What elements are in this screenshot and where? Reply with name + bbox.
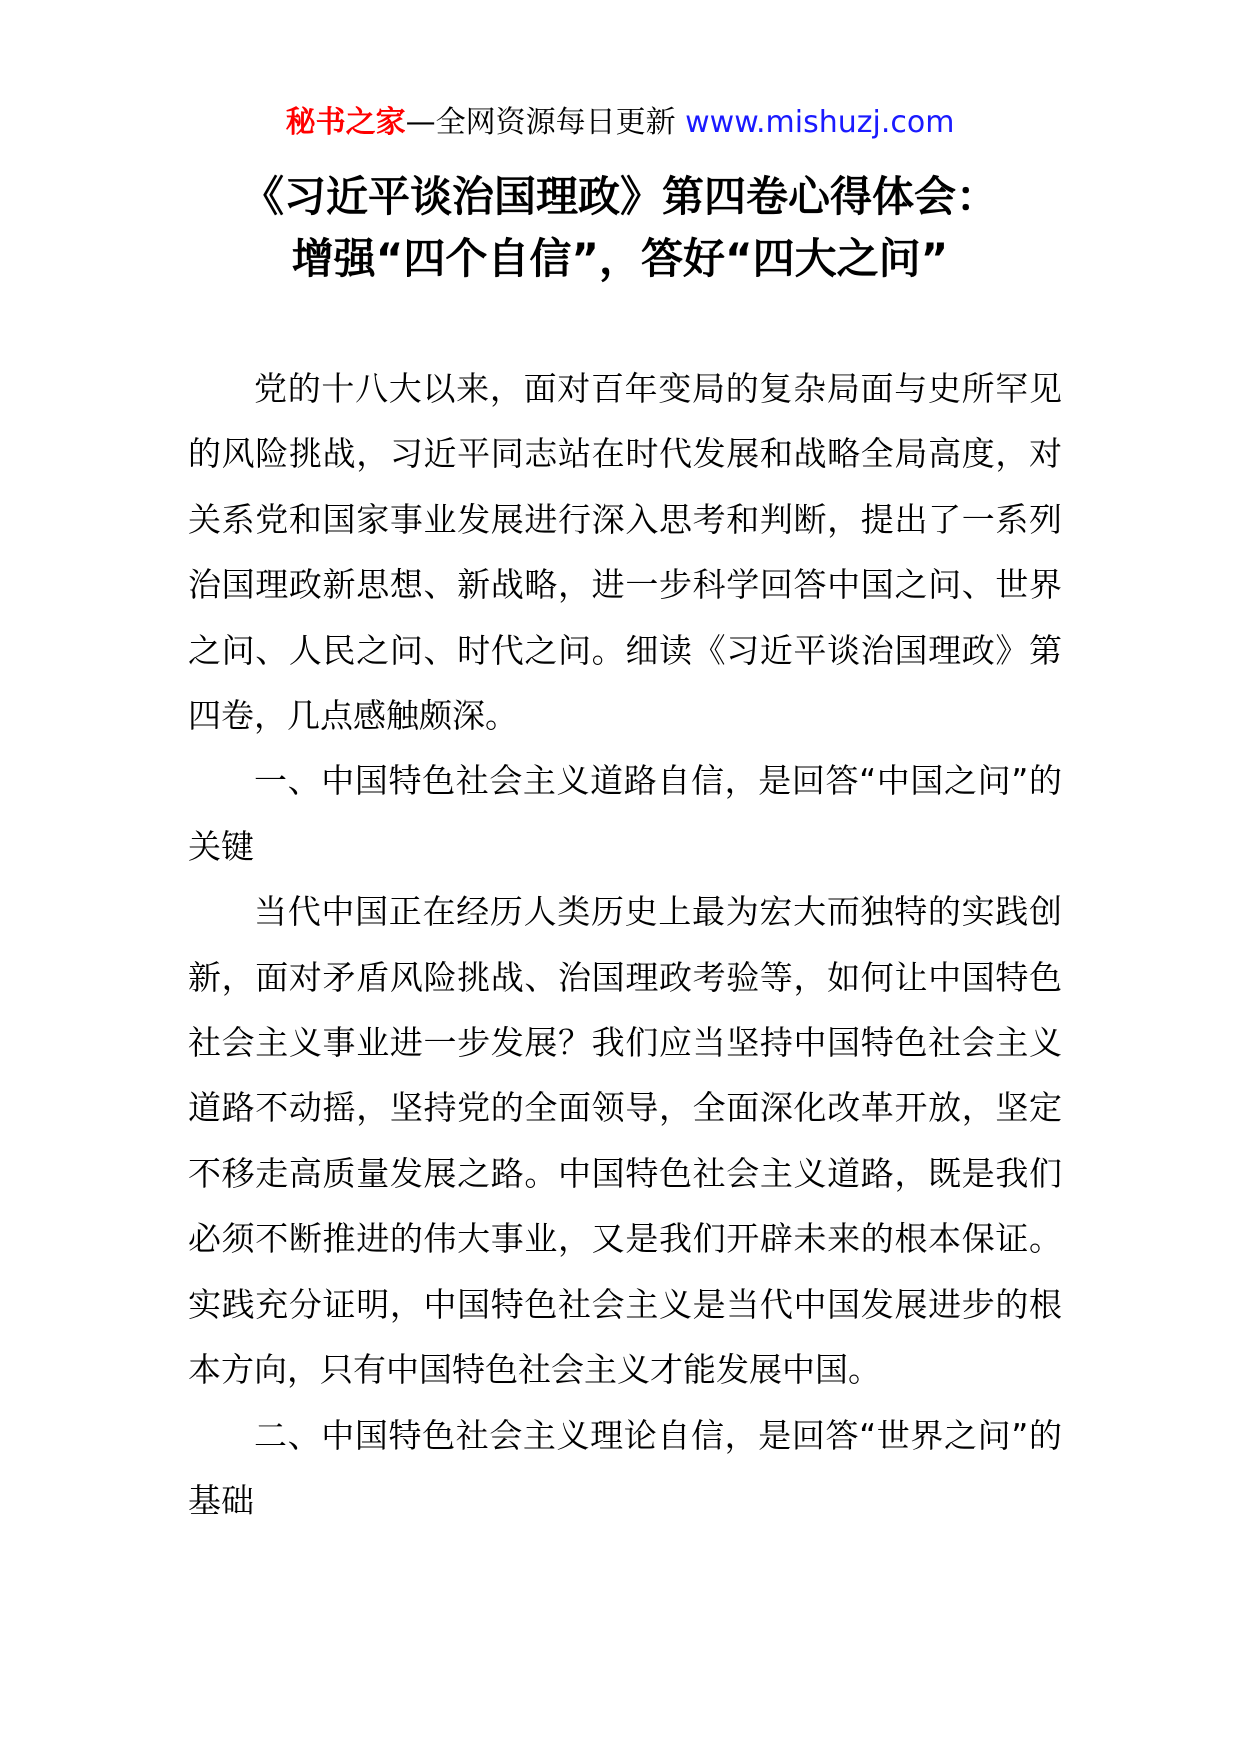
site-url-link[interactable]: www.mishuzj.com [685,105,955,140]
site-tagline: —全网资源每日更新 [405,105,676,140]
section-1-paragraph: 当代中国正在经历人类历史上最为宏大而独特的实践创新，面对矛盾风险挑战、治国理政考验等，如何让中国特色社会主义事业进一步发展？我们应当坚持中国特色社会主义道路不动摇，坚持党的全面领导，全面深化改革开放，坚定不移走高质量发展之路。中国特色社会主义道路，既是我们必须不断推进的伟大事业，又是我们开辟未来的根本保证。实践充分证明，中国特色社会主义是当代中国发展进步的根本方向，只有中国特色社会主义才能发展中国。 [188,892,1062,1390]
document-title [0,166,1240,290]
site-name: 秘书之家 [285,105,406,140]
title-line-1: 《习近平谈治国理政》第四卷心得体会： [241,172,998,221]
section-heading-2: 二、中国特色社会主义理论自信，是回答“世界之问”的基础 [188,1415,1062,1520]
document-body [188,356,1062,1533]
section-heading-1: 一、中国特色社会主义道路自信，是回答“中国之问”的关键 [188,761,1062,866]
intro-paragraph: 党的十八大以来，面对百年变局的复杂局面与史所罕见的风险挑战，习近平同志站在时代发展和战略全局高度，对关系党和国家事业发展进行深入思考和判断，提出了一系列治国理政新思想、新战略，进一步科学回答中国之问、世界之问、人民之问、时代之问。细读《习近平谈治国理政》第四卷，几点感触颇深。 [188,369,1062,736]
title-line-2: 增强“四个自信”，答好“四大之问” [291,234,949,283]
site-banner [0,103,1240,143]
